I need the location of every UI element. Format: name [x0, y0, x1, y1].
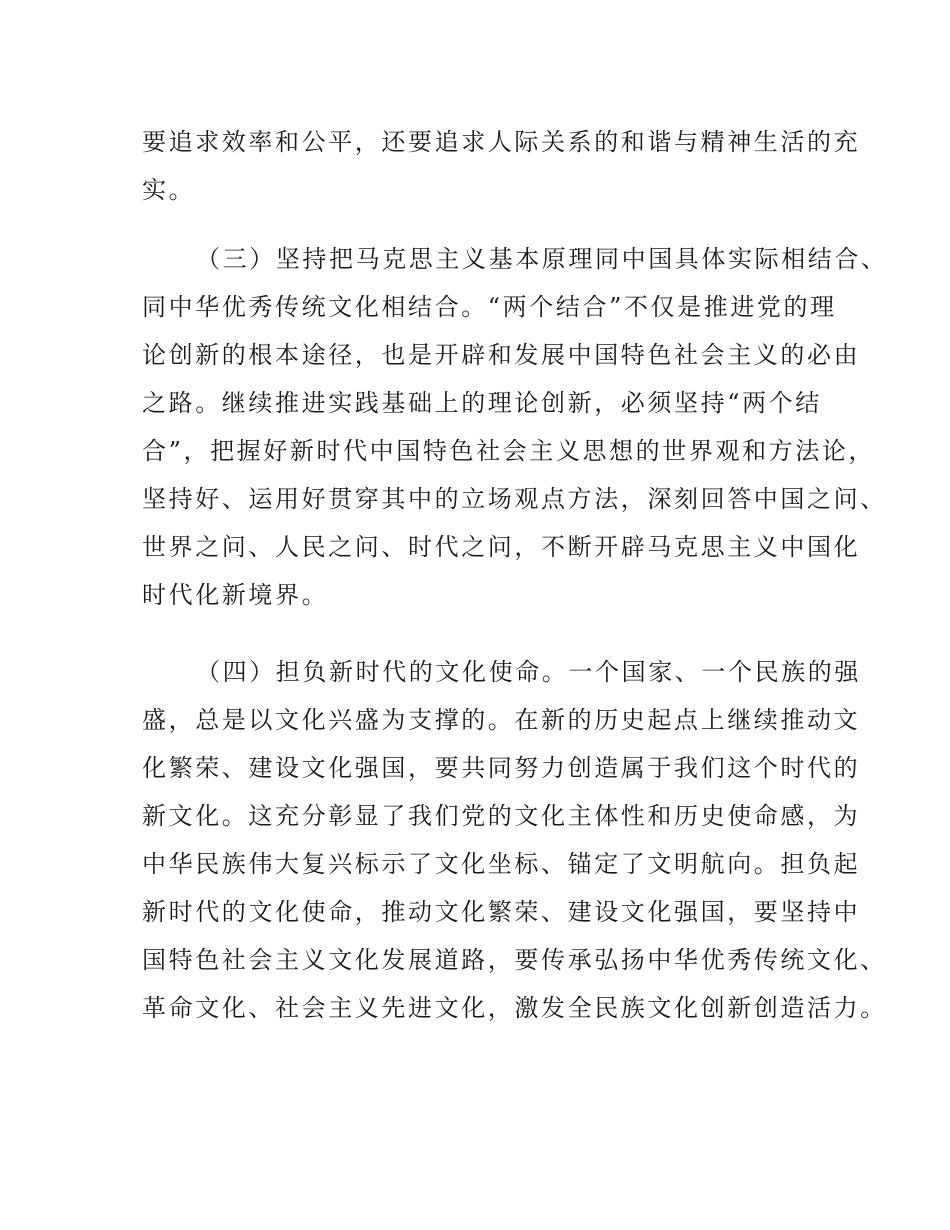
paragraph-line: 同中华优秀传统文化相结合。“两个结合”不仅是推进党的理 — [142, 293, 837, 321]
paragraph-line: 之路。继续推进实践基础上的理论创新，必须坚持“两个结 — [142, 389, 822, 417]
paragraph-line: （三）坚持把马克思主义基本原理同中国具体实际相结合、 — [196, 245, 888, 273]
paragraph-section-four — [142, 648, 887, 1032]
paragraph-line: 时代化新境界。 — [142, 581, 329, 609]
paragraph-line: （四）担负新时代的文化使命。一个国家、一个民族的强 — [196, 658, 861, 686]
paragraph-line: 要追求效率和公平，还要追求人际关系的和谐与精神生活的充 — [142, 128, 861, 156]
paragraph-section-three — [142, 235, 888, 619]
paragraph-line: 新文化。这充分彰显了我们党的文化主体性和历史使命感，为 — [142, 802, 861, 830]
paragraph-line: 中华民族伟大复兴标示了文化坐标、锚定了文明航向。担负起 — [142, 850, 861, 878]
paragraph-line: 合”，把握好新时代中国特色社会主义思想的世界观和方法论， — [142, 437, 876, 465]
paragraph-line: 坚持好、运用好贯穿其中的立场观点方法，深刻回答中国之问、 — [142, 485, 887, 513]
paragraph-line: 实。 — [142, 176, 196, 204]
paragraph-line: 论创新的根本途径，也是开辟和发展中国特色社会主义的必由 — [142, 341, 861, 369]
paragraph-continuation — [142, 118, 861, 214]
paragraph-line: 盛，总是以文化兴盛为支撑的。在新的历史起点上继续推动文 — [142, 706, 861, 734]
paragraph-line: 世界之问、人民之问、时代之问，不断开辟马克思主义中国化 — [142, 533, 861, 561]
paragraph-line: 新时代的文化使命，推动文化繁荣、建设文化强国，要坚持中 — [142, 898, 861, 926]
paragraph-line: 化繁荣、建设文化强国，要共同努力创造属于我们这个时代的 — [142, 754, 861, 782]
paragraph-line: 国特色社会主义文化发展道路，要传承弘扬中华优秀传统文化、 — [142, 946, 887, 974]
paragraph-line: 革命文化、社会主义先进文化，激发全民族文化创新创造活力。 — [142, 994, 887, 1022]
